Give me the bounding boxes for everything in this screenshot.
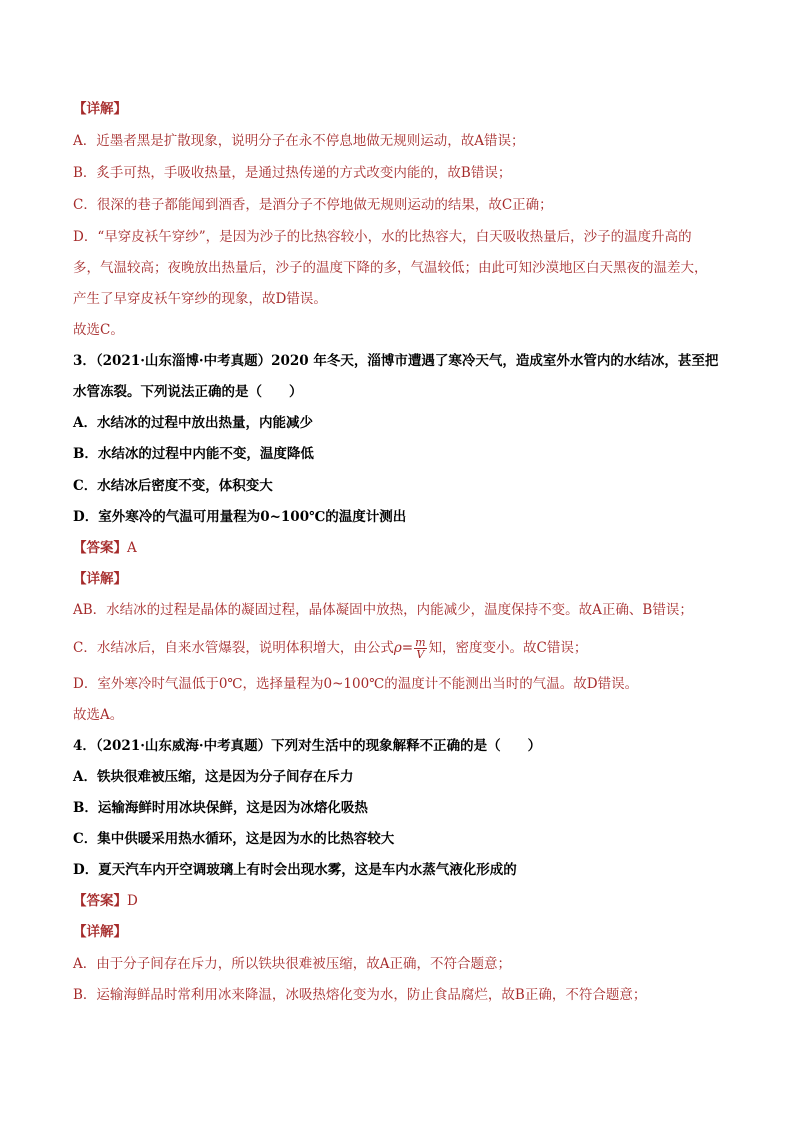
explanation-line: B．炙手可热，手吸收热量，是通过热传递的方式改变内能的，故B错误；: [73, 165, 512, 181]
explanation-line: D．室外寒冷时气温低于0℃，选择量程为0~100℃的温度计不能测出当时的气温。故D错误。: [73, 676, 639, 692]
option-a: A．水结冰的过程中放出热量，内能减少: [73, 415, 313, 431]
rho-symbol: ρ: [393, 640, 402, 656]
fraction-numerator: m: [415, 636, 426, 649]
answer-label: 【答案】: [73, 540, 127, 556]
explanation-text: 知，密度变小。故C错误；: [428, 640, 588, 656]
option-a: A．铁块很难被压缩，这是因为分子间存在斥力: [73, 769, 354, 785]
option-c: C．水结冰后密度不变，体积变大: [73, 478, 273, 494]
equals-sign: =: [401, 640, 414, 656]
explanation-text: C．水结冰后，自来水管爆裂，说明体积增大，由公式: [73, 640, 394, 656]
question-stem: 4．（2021·山东威海·中考真题）下列对生活中的现象解释不正确的是（ ）: [73, 738, 542, 754]
option-c: C．集中供暖采用热水循环，这是因为水的比热容较大: [73, 831, 395, 847]
answer-label: 【答案】: [73, 893, 127, 909]
answer-row: [73, 892, 138, 910]
density-fraction: [414, 637, 426, 660]
detail-label: 【详解】: [73, 101, 127, 117]
explanation-line: C．很深的巷子都能闻到酒香，是酒分子不停地做无规则运动的结果，故C正确；: [73, 197, 553, 213]
question-stem: 3．（2021·山东淄博·中考真题）2020 年冬天，淄博市遭遇了寒冷天气，造成室外水管内的水结冰，甚至把: [73, 353, 719, 369]
option-b: B．水结冰的过程中内能不变，温度降低: [73, 446, 314, 462]
detail-label: 【详解】: [73, 571, 127, 587]
detail-label: 【详解】: [73, 924, 127, 940]
explanation-line: D．“早穿皮袄午穿纱”，是因为沙子的比热容较小，水的比热容大，白天吸收热量后，沙子的温度升高的: [73, 229, 692, 245]
choose-line: 故选A。: [73, 707, 124, 723]
explanation-line: 产生了早穿皮袄午穿纱的现象，故D错误。: [73, 291, 327, 307]
explanation-line: A．由于分子间存在斥力，所以铁块很难被压缩，故A正确，不符合题意；: [73, 956, 511, 972]
answer-value: D: [127, 893, 138, 909]
explanation-line: AB．水结冰的过程是晶体的凝固过程，晶体凝固中放热，内能减少，温度保持不变。故A正确、B错误；: [73, 602, 693, 618]
option-b: B．运输海鲜时用冰块保鲜，这是因为冰熔化吸热: [73, 800, 368, 816]
option-d: D．夏天汽车内开空调玻璃上有时会出现水雾，这是车内水蒸气液化形成的: [73, 862, 517, 878]
explanation-line-formula: [73, 637, 587, 660]
question-stem: 水管冻裂。下列说法正确的是（ ）: [73, 384, 303, 400]
fraction-denominator: V: [416, 648, 425, 661]
answer-value: A: [127, 540, 137, 556]
option-d: D．室外寒冷的气温可用量程为0~100℃的温度计测出: [73, 509, 407, 525]
explanation-line: 多，气温较高；夜晚放出热量后，沙子的温度下降的多，气温较低；由此可知沙漠地区白天黑夜的温差大，: [73, 260, 708, 276]
answer-row: [73, 539, 137, 557]
explanation-line: A．近墨者黑是扩散现象，说明分子在永不停息地做无规则运动，故A错误；: [73, 133, 525, 149]
explanation-line: B．运输海鲜品时常利用冰来降温，冰吸热熔化变为水，防止食品腐烂，故B正确，不符合题意；: [73, 987, 647, 1003]
choose-line: 故选C。: [73, 322, 124, 338]
